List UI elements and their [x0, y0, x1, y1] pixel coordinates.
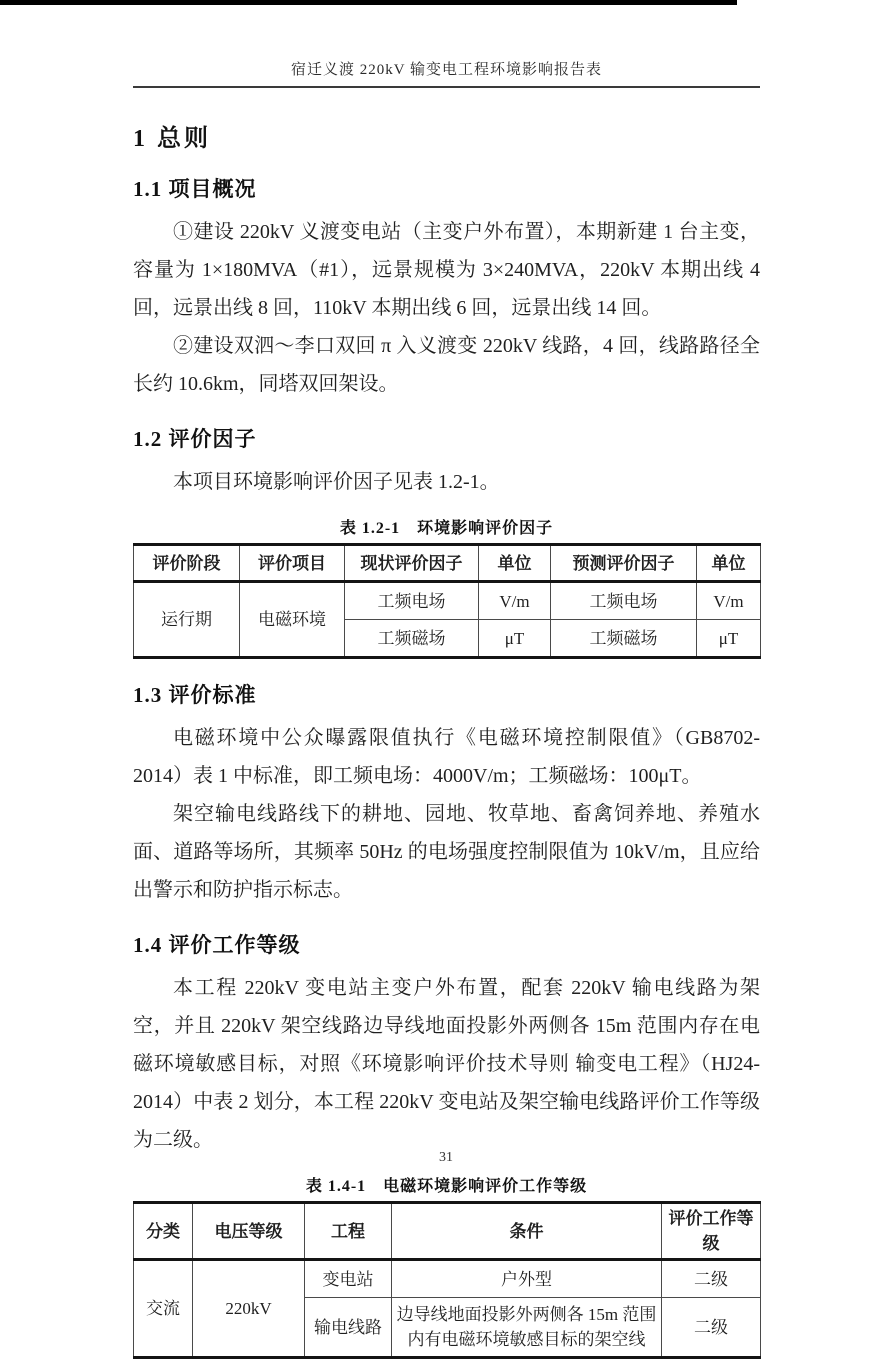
factors-table-header-row [134, 545, 761, 582]
section-heading-1-4: 1.4 评价工作等级 [133, 933, 301, 957]
page-number: 31 [439, 1150, 453, 1165]
header-cell-project: 工程 [305, 1203, 392, 1260]
paragraph-1-3-b: 架空输电线路线下的耕地、园地、牧草地、畜禽饲养地、养殖水面、道路等场所，其频率 50Hz 的电场强度控制限值为 10kV/m，且应给出警示和防护指示标志。 [133, 803, 760, 901]
cell-voltage: 220kV [193, 1260, 305, 1358]
section-heading-1-3: 1.3 评价标准 [133, 683, 257, 707]
cell-predicted-factor: 工频电场 [551, 582, 697, 620]
paragraph-1-2-a: 本项目环境影响评价因子见表 1.2-1。 [173, 471, 500, 493]
cell-grade: 二级 [662, 1260, 761, 1298]
running-header [133, 0, 760, 88]
cell-unit: V/m [479, 582, 551, 620]
cell-unit: V/m [697, 582, 761, 620]
paragraph-1-1-b: ②建设双泗～李口双回 π 入义渡变 220kV 线路，4 回，线路路径全长约 10.6km，同塔双回架设。 [133, 335, 760, 395]
cell-unit: μT [697, 620, 761, 658]
cell-condition: 边导线地面投影外两侧各 15m 范围内有电磁环境敏感目标的架空线 [392, 1298, 662, 1358]
paragraph-1-4-a: 本工程 220kV 变电站主变户外布置，配套 220kV 输电线路为架空，并且 220kV 架空线路边导线地面投影外两侧各 15m 范围内存在电磁环境敏感目标，对照《环境影响评价技术导则 输变电工程》（HJ24-2014）中表 2 划分，本工程 220kV 变电站及架空输电线路评价工作等级为二级。 [133, 977, 760, 1151]
header-cell-unit-2: 单位 [697, 545, 761, 582]
section-heading-1-2: 1.2 评价因子 [133, 427, 257, 451]
header-cell-voltage: 电压等级 [193, 1203, 305, 1260]
running-header-title: 宿迁义渡 220kV 输变电工程环境影响报告表 [290, 62, 603, 78]
cell-current-factor: 工频电场 [345, 582, 479, 620]
cell-item: 电磁环境 [240, 582, 345, 658]
table-row [134, 1260, 761, 1298]
cell-project: 变电站 [305, 1260, 392, 1298]
table-caption-1-4-1: 表 1.4-1 电磁环境影响评价工作等级 [305, 1178, 588, 1195]
header-cell-current-factor: 现状评价因子 [345, 545, 479, 582]
table-caption-1-2-1: 表 1.2-1 环境影响评价因子 [339, 520, 554, 537]
cell-condition: 户外型 [392, 1260, 662, 1298]
cell-current-factor: 工频磁场 [345, 620, 479, 658]
cell-unit: μT [479, 620, 551, 658]
header-cell-item: 评价项目 [240, 545, 345, 582]
factors-table [133, 543, 761, 659]
header-cell-grade: 评价工作等级 [662, 1203, 761, 1260]
header-cell-category: 分类 [134, 1203, 193, 1260]
paragraph-1-3-a: 电磁环境中公众曝露限值执行《电磁环境控制限值》（GB8702-2014）表 1 中标准，即工频电场：4000V/m；工频磁场：100μT。 [133, 727, 760, 787]
header-cell-unit-1: 单位 [479, 545, 551, 582]
cell-category: 交流 [134, 1260, 193, 1358]
cell-grade: 二级 [662, 1298, 761, 1358]
cell-stage: 运行期 [134, 582, 240, 658]
header-cell-condition: 条件 [392, 1203, 662, 1260]
chapter-heading: 1 总则 [133, 126, 211, 152]
header-cell-predicted-factor: 预测评价因子 [551, 545, 697, 582]
grade-table [133, 1201, 761, 1359]
table-row [134, 582, 761, 620]
cell-predicted-factor: 工频磁场 [551, 620, 697, 658]
paragraph-1-1-a: ①建设 220kV 义渡变电站（主变户外布置），本期新建 1 台主变，容量为 1×180MVA（#1），远景规模为 3×240MVA，220kV 本期出线 4 回，远景出线 8 回，110kV 本期出线 6 回，远景出线 14 回。 [133, 221, 760, 319]
section-heading-1-1: 1.1 项目概况 [133, 177, 257, 201]
grade-table-header-row [134, 1203, 761, 1260]
header-cell-stage: 评价阶段 [134, 545, 240, 582]
cell-project: 输电线路 [305, 1298, 392, 1358]
